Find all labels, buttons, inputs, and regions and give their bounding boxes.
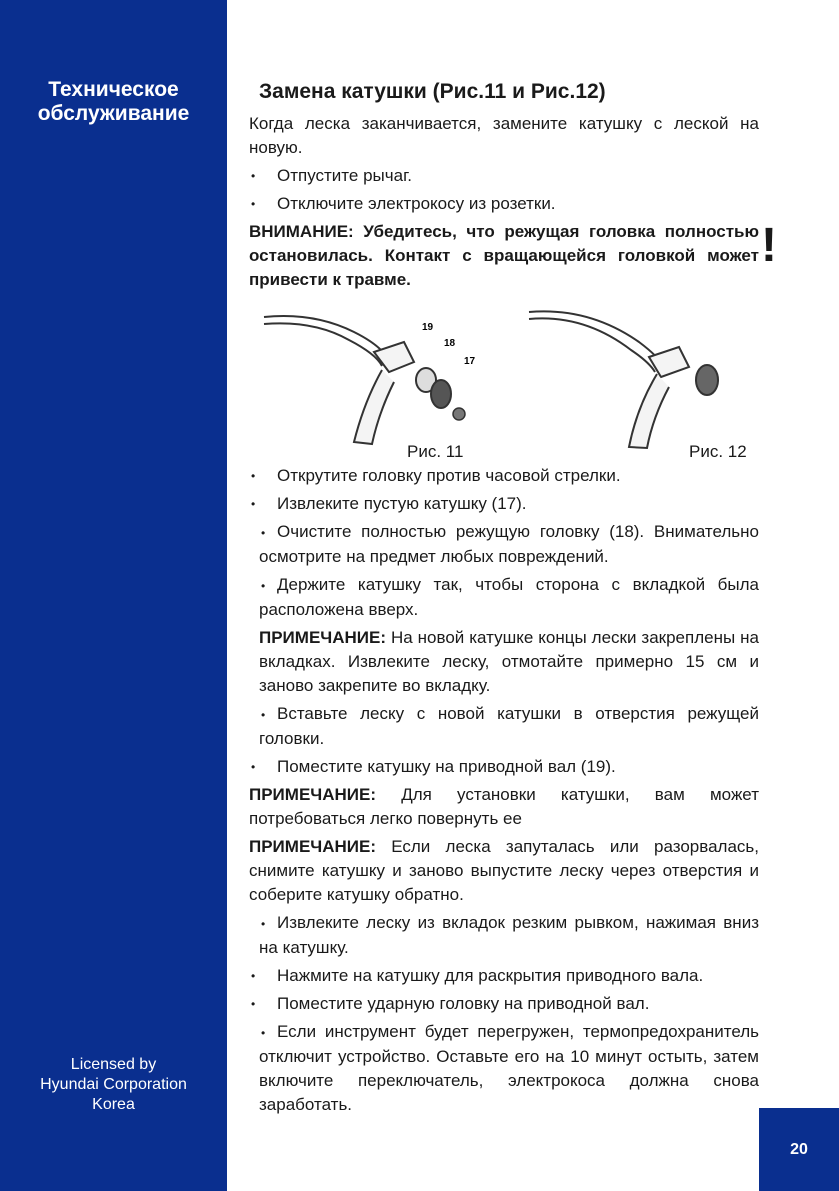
note-label: ПРИМЕЧАНИЕ: bbox=[249, 785, 376, 804]
figure-12-caption: Рис. 12 bbox=[689, 442, 747, 461]
list-item: • Нажмите на катушку для раскрытия приводного вала. bbox=[249, 964, 759, 988]
figure-11-caption: Рис. 11 bbox=[407, 442, 464, 461]
note-text: Если леска запуталась или разорвалась, снимите катушку и заново выпустите леску через отверстия и соберите катушку обратно. bbox=[249, 837, 759, 904]
list-item: • Вставьте леску с новой катушки в отверстия режущей головки. bbox=[259, 704, 759, 748]
sidebar bbox=[0, 0, 227, 1191]
note-block bbox=[249, 835, 759, 907]
page-number: 20 bbox=[790, 1140, 808, 1158]
note-block bbox=[249, 783, 759, 831]
trimmer-illustration-fig11 bbox=[254, 302, 474, 452]
license-line2: Hyundai Corporation bbox=[40, 1076, 187, 1093]
list-item: • Открутите головку против часовой стрелки. bbox=[249, 464, 759, 488]
page-number-box bbox=[759, 1108, 839, 1191]
license-line1: Licensed by bbox=[70, 1056, 157, 1073]
main-content bbox=[249, 78, 777, 1121]
bullet-icon: • bbox=[251, 497, 256, 511]
label-17: 17 bbox=[464, 356, 476, 367]
page-heading: Замена катушки (Рис.11 и Рис.12) bbox=[259, 80, 606, 103]
note-text: Для установки катушки, вам может потребоваться легко повернуть ее bbox=[249, 785, 759, 828]
label-19: 19 bbox=[422, 322, 434, 333]
note-text: На новой катушке концы лески закреплены на вкладках. Извлеките леску, отмотайте примерно 15 см и заново закрепите во вкладку. bbox=[259, 628, 759, 695]
list-item: • Извлеките леску из вкладок резким рывком, нажимая вниз на катушку. bbox=[259, 913, 759, 957]
list-item: • Извлеките пустую катушку (17). bbox=[249, 492, 759, 516]
exclamation-icon: ! bbox=[761, 219, 777, 272]
warning-block bbox=[249, 219, 777, 292]
license-note bbox=[0, 1055, 227, 1115]
section-title-line1: Техническое bbox=[48, 78, 179, 101]
section-title bbox=[0, 78, 227, 126]
bullet-icon: • bbox=[251, 760, 256, 774]
note-label: ПРИМЕЧАНИЕ: bbox=[249, 837, 376, 856]
bullet-icon: • bbox=[251, 169, 256, 183]
list-item: • Отключите электрокосу из розетки. bbox=[249, 192, 759, 216]
list-item: • Поместите катушку на приводной вал (19). bbox=[249, 755, 759, 779]
list-item: • Держите катушку так, чтобы сторона с вкладкой была расположена вверх. bbox=[259, 575, 759, 619]
list-item: • Очистите полностью режущую головку (18). Внимательно осмотрите на предмет любых повреждений. bbox=[259, 522, 759, 566]
license-line3: Korea bbox=[92, 1096, 135, 1113]
list-item: • Поместите ударную головку на приводной вал. bbox=[249, 992, 759, 1016]
intro-text: Когда леска заканчивается, замените катушку с леской на новую. bbox=[249, 114, 759, 157]
list-item: • Отпустите рычаг. bbox=[249, 164, 759, 188]
warning-text: ВНИМАНИЕ: Убедитесь, что режущая головка полностью остановилась. Контакт с вращающейся головкой может привести к травме. bbox=[249, 222, 759, 289]
note-block bbox=[249, 626, 759, 698]
bullet-icon: • bbox=[251, 997, 256, 1011]
bullet-icon: • bbox=[251, 469, 256, 483]
list-item: • Если инструмент будет перегружен, термопредохранитель отключит устройство. Оставьте его на 10 минут остыть, затем включите переключатель, электрокоса должна снова заработать. bbox=[259, 1022, 759, 1114]
note-label: ПРИМЕЧАНИЕ: bbox=[259, 628, 386, 647]
bullet-icon: • bbox=[251, 969, 256, 983]
figures bbox=[249, 302, 759, 462]
label-18: 18 bbox=[444, 338, 456, 349]
section-title-line2: обслуживание bbox=[37, 102, 190, 125]
bullet-icon: • bbox=[251, 197, 256, 211]
trimmer-illustration-fig12 bbox=[519, 302, 719, 452]
